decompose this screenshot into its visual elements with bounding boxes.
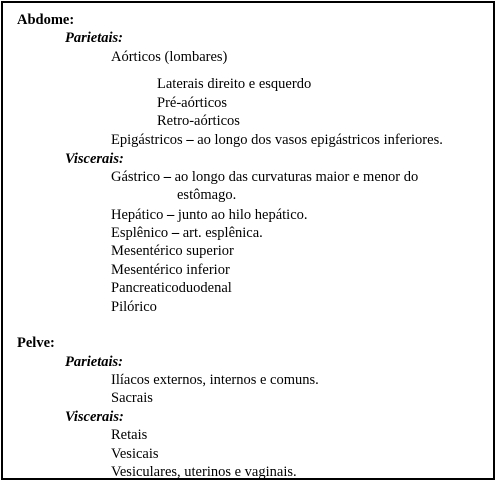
group-title-viscerais: Viscerais: (65, 409, 124, 425)
item-description: ao longo das curvaturas maior e menor do (174, 169, 419, 185)
item-term: Gástrico (111, 169, 161, 185)
list-item: Retro-aórticos (157, 113, 240, 129)
section-title-abdome: Abdome: (17, 12, 75, 28)
section-title-pelve: Pelve: (17, 335, 55, 351)
list-item (111, 131, 443, 149)
group-title-parietais: Parietais: (65, 354, 123, 370)
item-term: Esplênico (111, 225, 169, 241)
dash-separator: – (171, 225, 180, 241)
list-item: Laterais direito e esquerdo (157, 76, 312, 92)
item-description: junto ao hilo hepático. (177, 207, 308, 223)
list-item: Retais (111, 427, 148, 443)
list-item: Mesentérico superior (111, 243, 234, 259)
list-item: Pilórico (111, 299, 157, 315)
item-description: art. esplênica. (182, 225, 263, 241)
list-item (111, 168, 418, 186)
item-description: ao longo dos vasos epigástricos inferiores. (197, 132, 443, 148)
list-item: Aórticos (lombares) (111, 49, 228, 65)
dash-separator: – (166, 207, 175, 223)
list-item-continuation: estômago. (177, 187, 237, 203)
document-frame (1, 1, 495, 480)
item-term: Epigástricos (111, 132, 183, 148)
list-item: Sacrais (111, 390, 153, 406)
dash-separator: – (186, 132, 194, 148)
list-item: Vesicais (111, 446, 159, 462)
list-item (111, 224, 263, 242)
list-item: Pré-aórticos (157, 95, 228, 111)
list-item: Pancreaticoduodenal (111, 280, 232, 296)
list-item: Ilíacos externos, internos e comuns. (111, 372, 319, 388)
list-item: Vesiculares, uterinos e vaginais. (111, 464, 297, 480)
dash-separator: – (163, 169, 171, 185)
list-item: Mesentérico inferior (111, 262, 230, 278)
list-item (111, 206, 308, 224)
item-term: Hepático (111, 207, 164, 223)
group-title-parietais: Parietais: (65, 30, 123, 46)
group-title-viscerais: Viscerais: (65, 151, 124, 167)
